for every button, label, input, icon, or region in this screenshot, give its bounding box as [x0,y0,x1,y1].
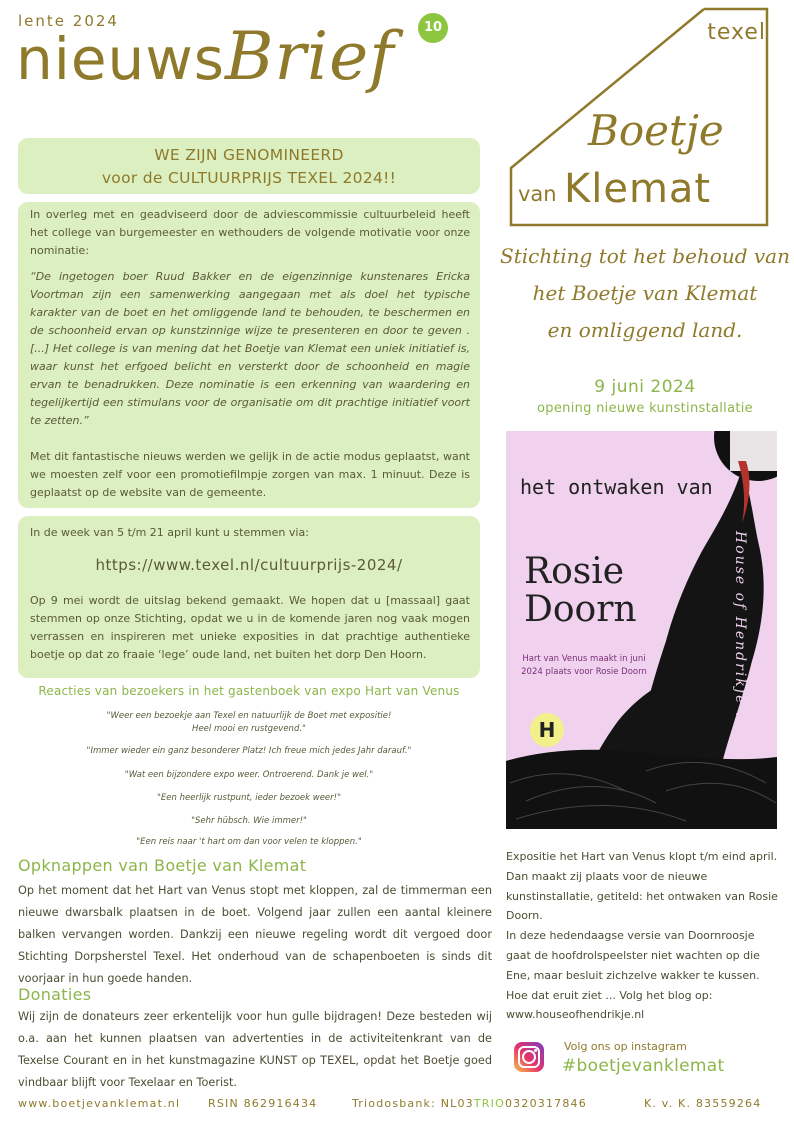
title-part2: Brief [224,18,395,95]
footer-bank-prefix: Triodosbank: NL03 [352,1097,474,1110]
reviews-heading: Reacties van bezoekers in het gastenboek van expo Hart van Venus [38,684,460,698]
instagram-icon[interactable] [514,1042,544,1072]
review-item: "Een heerlijk rustpunt, ieder bezoek weer!" [157,793,341,803]
nomination-line1: WE ZIJN GENOMINEERD [154,146,344,164]
nomination-quote: “De ingetogen boer Ruud Bakker en de eigenzinnige kunstenares Ericka Voortman zijn een samenwerking aangegaan met als doel het typische karakter van de boet en het omliggende land te behouden, te beschermen en de schoonheid ervan op kunstzinnige wijze te presenteren en door te geven . [...] Het college is van mening dat het Boetje van Klemat een uniek initiatief is, waar kunst het erfgoed belicht en versterkt door de schoonheid en magie ervan te benadrukken. Deze nominatie is een erkenning van waardering en tegelijkertijd een stimulans voor de organisatie om dit prachtige initiatief voort te zetten.” [30,270,470,427]
nomination-intro: In overleg met en geadviseerd door de adviescommissie cultuurbeleid heeft het college van burgemeester en wethouders de volgende motivatie voor onze nominatie: [30,208,470,257]
season-label: lente 2024 [18,12,119,30]
donations-heading: Donaties [18,985,92,1004]
event-date: 9 juni 2024 [594,377,696,397]
logo [508,6,770,228]
vote-link[interactable]: https://www.texel.nl/cultuurprijs-2024/ [95,556,403,574]
review-item: "Weer een bezoekje aan Texel en natuurlijk de Boet met expositie! [106,711,392,721]
donations-text: Wij zijn de donateurs zeer erkentelijk voor hun gulle bijdragen! Deze besteden wij o.a. aan het kunnen plaatsen van advertenties in de activiteitenkrant van de Texelse Courant en in het kunstmagazine KUNST op TEXEL, opdat het Boetje goed vindbaar blijft voor Texelaar en Toerist. [18,1010,492,1089]
footer-bank [352,1097,587,1110]
exhibition-text-2: In deze hedendaagse versie van Doornroosje gaat de hoofdrolspeelster niet wachten op die Ene, maar besluit zichzelve wakker te kussen. Hoe dat eruit ziet ... Volg het blog op: www.houseofhendrikje.nl [506,929,760,1022]
tagline [500,238,790,349]
poster-name-last: Doorn [524,589,637,630]
exhibition-poster [506,431,777,829]
issue-badge: 10 [418,13,448,43]
review-item: "Immer wieder ein ganz besonderer Platz! Ich freue mich jedes Jahr darauf." [86,746,412,756]
footer-rsin: RSIN 862916434 [208,1097,318,1110]
logo-name-line2: Klemat [564,166,712,212]
nomination-banner [18,138,480,194]
poster-vertical-text: House of Hendrikje .nl [732,531,748,736]
instagram-hashtag[interactable]: #boetjevanklemat [562,1056,725,1076]
repair-heading: Opknappen van Boetje van Klemat [18,856,307,875]
instagram-label: Volg ons op instagram [564,1040,687,1053]
tagline-line3: en omliggend land. [547,318,743,342]
poster-title: het ontwaken van [520,475,713,499]
exhibition-description [506,847,778,1025]
nomination-line2: voor de CULTUURPRIJS TEXEL 2024!! [101,169,397,187]
footer-bank-suffix: 0320317846 [504,1097,587,1110]
event-subtitle: opening nieuwe kunstinstallatie [537,401,753,416]
review-item: "Wat een bijzondere expo weer. Ontroerend. Dank je wel." [124,770,374,780]
footer-bank-mid: TRIO [473,1097,505,1110]
nomination-outro: Met dit fantastische nieuws werden we gelijk in de actie modus geplaatst, want we moesten zelf voor een promotiefilmpje zorgen van max. 1 minuut. Deze is geplaatst op de website van de gemeente. [30,450,470,499]
vote-intro: In de week van 5 t/m 21 april kunt u stemmen via: [30,526,309,539]
exhibition-text-1: Expositie het Hart van Venus klopt t/m eind april. Dan maakt zij plaats voor de nieuwe kunstinstallatie, getiteld: het ontwaken van Rosie Doorn. [506,850,778,923]
vote-box [18,516,480,678]
footer-website[interactable]: www.boetjevanklemat.nl [18,1097,181,1110]
tagline-line2: het Boetje van Klemat [532,281,758,305]
logo-name-line1: Boetje [588,106,724,155]
review-item: Heel mooi en rustgevend." [192,724,306,734]
poster-name-first: Rosie [524,551,625,592]
logo-name-van: van [518,182,557,206]
repair-text: Op het moment dat het Hart van Venus stopt met kloppen, zal de timmerman een nieuwe dwarsbalk plaatsen in de boet. Volgend jaar zullen een aantal kleinere balken vervangen worden. Dankzij een nieuwe regeling wordt dit vergoed door Stichting Dorpsherstel Texel. Het onderhoud van de schapenboeten is sinds dit voorjaar in hun goede handen. [18,884,492,985]
tagline-line1: Stichting tot het behoud van [500,244,790,268]
review-item: "Een reis naar 't hart om dan voor velen te kloppen." [136,837,362,847]
logo-place: texel [707,20,766,45]
footer-kvk: K. v. K. 83559264 [644,1097,762,1110]
review-item: "Sehr hübsch. Wie immer!" [191,816,307,826]
title-part1: nieuws [16,25,225,93]
vote-text: Op 9 mei wordt de uitslag bekend gemaakt. We hopen dat u [massaal] gaat stemmen op onze Stichting, opdat we u in de komende jaren nog vaak mogen verrassen en inspireren met unieke exposities in dat prachtige authentieke boetje op dat zo fraaie ‘lege’ oude land, net buiten het dorp Den Hoorn. [30,594,470,661]
poster-note: Hart van Venus maakt in juni 2024 plaats voor Rosie Doorn [521,654,647,677]
poster-h-logo-icon: H [530,713,564,747]
nomination-details [18,202,480,508]
